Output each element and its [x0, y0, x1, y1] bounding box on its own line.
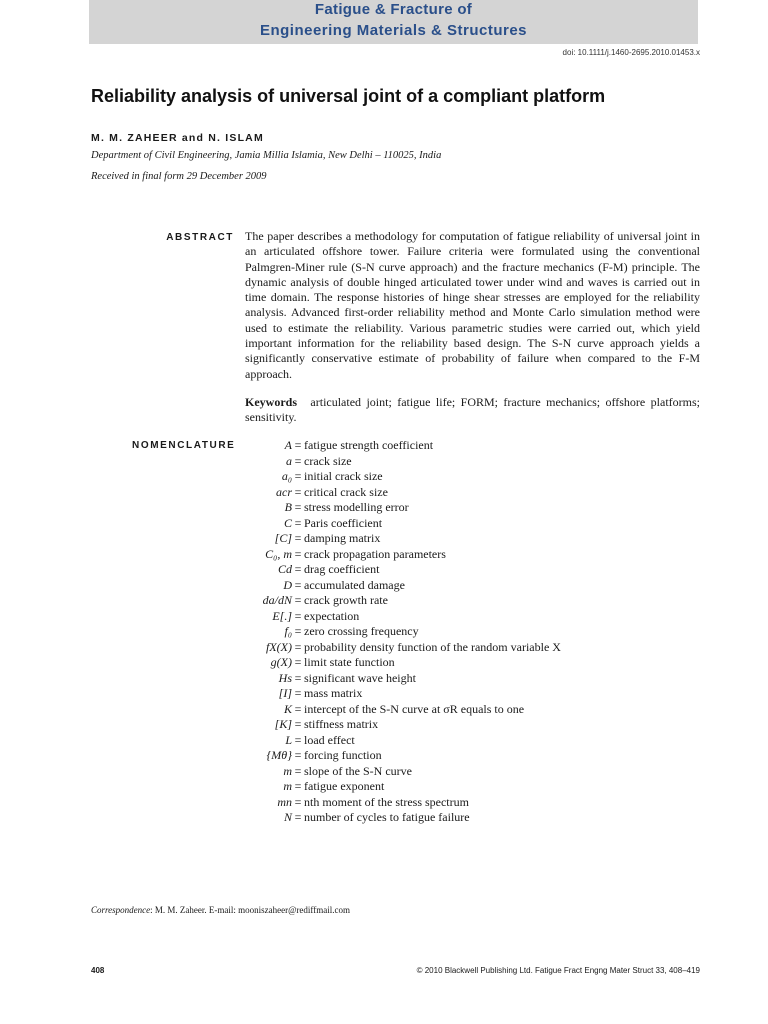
nomenclature-item: [230, 717, 700, 733]
doi[interactable]: doi: 10.1111/j.1460-2695.2010.01453.x: [562, 48, 700, 57]
equals-sign: =: [294, 624, 302, 638]
nomenclature-definition: stiffness matrix: [304, 717, 379, 731]
nomenclature-definition: slope of the S-N curve: [304, 763, 412, 778]
nomenclature-symbol: a: [286, 453, 292, 468]
nomenclature-symbol: g(X): [270, 655, 292, 669]
nomenclature-definition: expectation: [304, 608, 360, 623]
nomenclature-item: [230, 640, 700, 656]
equals-sign: =: [294, 453, 302, 468]
abstract-label: ABSTRACT: [166, 232, 234, 243]
journal-banner: [89, 0, 698, 44]
nomenclature-definition: intercept of the S-N curve at σR equals to one: [304, 701, 525, 716]
nomenclature-item: [230, 485, 700, 501]
nomenclature-definition: load effect: [304, 732, 355, 747]
nomenclature-symbol: K: [283, 701, 292, 716]
nomenclature-symbol: da/dN: [262, 593, 292, 607]
equals-sign: =: [294, 701, 302, 716]
journal-name-line1: Fatigue & Fracture of: [314, 1, 473, 18]
nomenclature-symbol: [I]: [278, 686, 292, 700]
equals-sign: =: [294, 779, 302, 793]
nomenclature-definition: drag coefficient: [304, 562, 380, 576]
nomenclature-item: [230, 454, 700, 470]
keywords: [245, 395, 700, 426]
footer-citation: © 2010 Blackwell Publishing Ltd. Fatigue Fract Engng Mater Struct 33, 408–419: [416, 966, 700, 975]
nomenclature-item: [230, 733, 700, 749]
nomenclature-item: [230, 671, 700, 687]
paper-title: Reliability analysis of universal joint of a compliant platform: [91, 86, 606, 106]
nomenclature-item: [230, 655, 700, 671]
nomenclature-definition: nth moment of the stress spectrum: [304, 794, 469, 809]
nomenclature-symbol: C₀, m: [265, 546, 292, 561]
nomenclature-item: [230, 686, 700, 702]
nomenclature-definition: damping matrix: [304, 531, 381, 545]
nomenclature-definition: zero crossing frequency: [304, 624, 419, 638]
nomenclature-symbol: D: [283, 577, 292, 592]
keywords-text: articulated joint; fatigue life; FORM; fracture mechanics; offshore platforms; sensitivity.: [245, 395, 700, 425]
nomenclature-symbol: mn: [277, 794, 292, 809]
equals-sign: =: [294, 686, 302, 700]
nomenclature-definition: probability density function of the random variable X: [304, 639, 561, 654]
nomenclature-item: [230, 438, 700, 454]
equals-sign: =: [294, 608, 302, 623]
nomenclature-symbol: N: [283, 810, 292, 824]
nomenclature-symbol: m: [283, 779, 292, 793]
nomenclature-item: [230, 516, 700, 532]
equals-sign: =: [294, 531, 302, 545]
correspondence-text: : M. M. Zaheer. E-mail: mooniszaheer@rediffmail.com: [150, 905, 350, 915]
nomenclature-definition: fatigue exponent: [304, 779, 385, 793]
affiliation: Department of Civil Engineering, Jamia Millia Islamia, New Delhi – 110025, India: [91, 150, 442, 161]
equals-sign: =: [294, 670, 302, 685]
equals-sign: =: [294, 469, 302, 483]
nomenclature-symbol: L: [285, 732, 292, 747]
correspondence-label: Correspondence: [91, 905, 151, 915]
nomenclature-symbol: C: [283, 515, 292, 530]
received-date: Received in final form 29 December 2009: [91, 171, 267, 182]
page-number: 408: [91, 966, 105, 975]
nomenclature-item: [230, 624, 700, 640]
nomenclature-item: [230, 764, 700, 780]
nomenclature-symbol: f₀: [284, 624, 292, 638]
nomenclature-definition: significant wave height: [304, 670, 416, 685]
nomenclature-symbol: [K]: [274, 717, 292, 731]
nomenclature-item: [230, 531, 700, 547]
equals-sign: =: [294, 655, 302, 669]
equals-sign: =: [294, 546, 302, 561]
nomenclature-item: [230, 547, 700, 563]
authors: M. M. ZAHEER and N. ISLAM: [91, 132, 264, 144]
nomenclature-definition: accumulated damage: [304, 577, 405, 592]
nomenclature-item: [230, 702, 700, 718]
equals-sign: =: [294, 810, 302, 824]
equals-sign: =: [294, 484, 302, 499]
nomenclature-item: [230, 748, 700, 764]
equals-sign: =: [294, 763, 302, 778]
nomenclature-definition: limit state function: [304, 655, 395, 669]
nomenclature-definition: mass matrix: [304, 686, 363, 700]
equals-sign: =: [294, 438, 302, 452]
nomenclature-definition: initial crack size: [304, 469, 383, 483]
nomenclature-label: NOMENCLATURE: [132, 440, 236, 451]
nomenclature-item: [230, 609, 700, 625]
nomenclature-definition: fatigue strength coefficient: [304, 438, 434, 452]
equals-sign: =: [294, 717, 302, 731]
nomenclature-symbol: Hs: [278, 670, 292, 685]
nomenclature-definition: critical crack size: [304, 484, 388, 499]
nomenclature-symbol: m: [283, 763, 292, 778]
nomenclature-symbol: acr: [276, 484, 292, 499]
equals-sign: =: [294, 593, 302, 607]
nomenclature-symbol: {Mθ}: [266, 748, 292, 762]
nomenclature-item: [230, 562, 700, 578]
nomenclature-symbol: E[.]: [272, 608, 292, 623]
nomenclature-definition: number of cycles to fatigue failure: [304, 810, 470, 824]
abstract-text: The paper describes a methodology for computation of fatigue reliability of universal joint in an articulated offshore tower. Failure criteria were formulated using the conventional Palmgren-Miner rule (S-N curve approach) and the fracture mechanics (F-M) principle. The dynamic analysis of double hinged articulated tower under wind and waves is carried out in time domain. The response histories of hinge shear stresses are employed for the reliability analysis. Advanced first-order reliability method and Monte Carlo simulation method were used to estimate the reliability. Various parametric studies were carried out, which yield important information for the reliability based design. The S-N curve approach yields a significantly conservative estimate of probability of failure when compared to the F-M approach.: [245, 229, 700, 381]
nomenclature-item: [230, 578, 700, 594]
nomenclature-definition: crack propagation parameters: [304, 546, 446, 561]
nomenclature-item: [230, 469, 700, 485]
equals-sign: =: [294, 732, 302, 747]
nomenclature-definition: crack growth rate: [304, 593, 388, 607]
nomenclature-symbol: a₀: [281, 469, 292, 483]
nomenclature-definition: Paris coefficient: [304, 515, 383, 530]
equals-sign: =: [294, 562, 302, 576]
nomenclature-definition: crack size: [304, 453, 352, 468]
nomenclature-symbol: Cd: [277, 562, 292, 576]
nomenclature-list: [230, 438, 700, 826]
correspondence: [91, 905, 350, 915]
nomenclature-item: [230, 779, 700, 795]
journal-name-line2: Engineering Materials & Structures: [259, 22, 528, 39]
equals-sign: =: [294, 748, 302, 762]
nomenclature-item: [230, 795, 700, 811]
keywords-label: Keywords: [245, 395, 297, 409]
nomenclature-definition: stress modelling error: [304, 500, 409, 514]
nomenclature-definition: forcing function: [304, 748, 382, 762]
nomenclature-symbol: [C]: [274, 531, 292, 545]
equals-sign: =: [294, 515, 302, 530]
nomenclature-item: [230, 593, 700, 609]
equals-sign: =: [294, 639, 302, 654]
nomenclature-symbol: fX(X): [266, 639, 292, 654]
equals-sign: =: [294, 794, 302, 809]
nomenclature-symbol: A: [284, 438, 292, 452]
equals-sign: =: [294, 500, 302, 514]
nomenclature-item: [230, 810, 700, 826]
nomenclature-item: [230, 500, 700, 516]
equals-sign: =: [294, 577, 302, 592]
nomenclature-symbol: B: [284, 500, 292, 514]
